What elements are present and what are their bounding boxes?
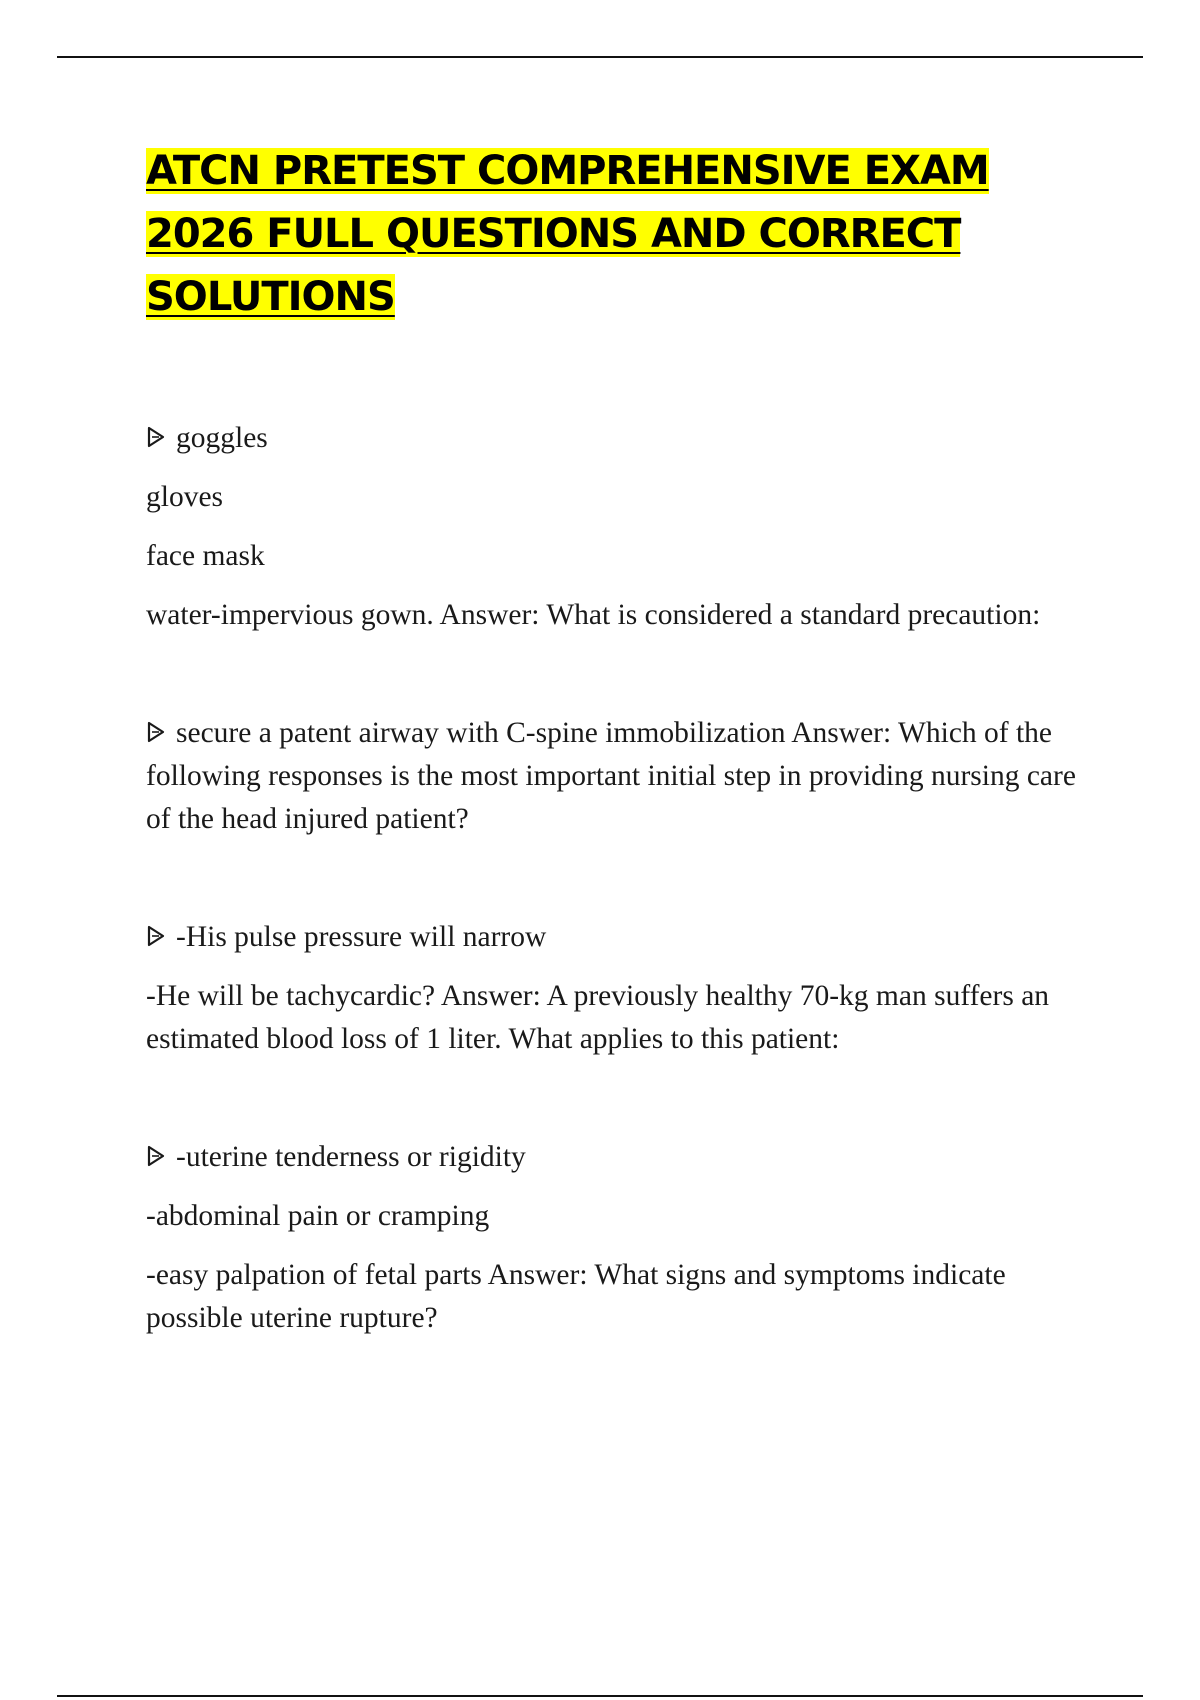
entry-line-text: goggles bbox=[176, 422, 268, 454]
qa-entry-1 bbox=[146, 417, 1106, 637]
document-title bbox=[146, 140, 1046, 329]
qa-entry-3 bbox=[146, 916, 1106, 1061]
entry-line bbox=[146, 1136, 1106, 1179]
entry-line: -abdominal pain or cramping bbox=[146, 1200, 490, 1232]
document-title-text: ATCN PRETEST COMPREHENSIVE EXAM 2026 FULL QUESTIONS AND CORRECT SOLUTIONS bbox=[146, 148, 989, 320]
entry-line-text: -uterine tenderness or rigidity bbox=[176, 1141, 526, 1173]
top-rule bbox=[57, 56, 1143, 58]
entry-line bbox=[146, 916, 1106, 959]
entry-line: -He will be tachycardic? Answer: A previously healthy 70-kg man suffers an estimated blood loss of 1 liter. What applies to this patient: bbox=[146, 980, 1050, 1055]
entry-line: face mask bbox=[146, 540, 265, 572]
qa-entry-4 bbox=[146, 1136, 1106, 1340]
entry-line bbox=[146, 417, 1106, 460]
triangle-bullet-icon bbox=[146, 425, 166, 449]
qa-entry-2 bbox=[146, 712, 1106, 841]
entry-line-text: secure a patent airway with C-spine immobilization Answer: Which of the following responses is the most important initial step in providing nursing care of the head injured patient? bbox=[146, 717, 1076, 835]
triangle-bullet-icon bbox=[146, 720, 166, 744]
document-body bbox=[146, 140, 1106, 1415]
triangle-bullet-icon bbox=[146, 1144, 166, 1168]
entry-line-text: -His pulse pressure will narrow bbox=[176, 921, 547, 953]
entry-line: gloves bbox=[146, 481, 224, 513]
bottom-rule bbox=[57, 1695, 1143, 1697]
entry-line: water-impervious gown. Answer: What is considered a standard precaution: bbox=[146, 599, 1041, 631]
entry-line: -easy palpation of fetal parts Answer: What signs and symptoms indicate possible uterine rupture? bbox=[146, 1259, 1006, 1334]
entry-line bbox=[146, 712, 1106, 841]
triangle-bullet-icon bbox=[146, 924, 166, 948]
